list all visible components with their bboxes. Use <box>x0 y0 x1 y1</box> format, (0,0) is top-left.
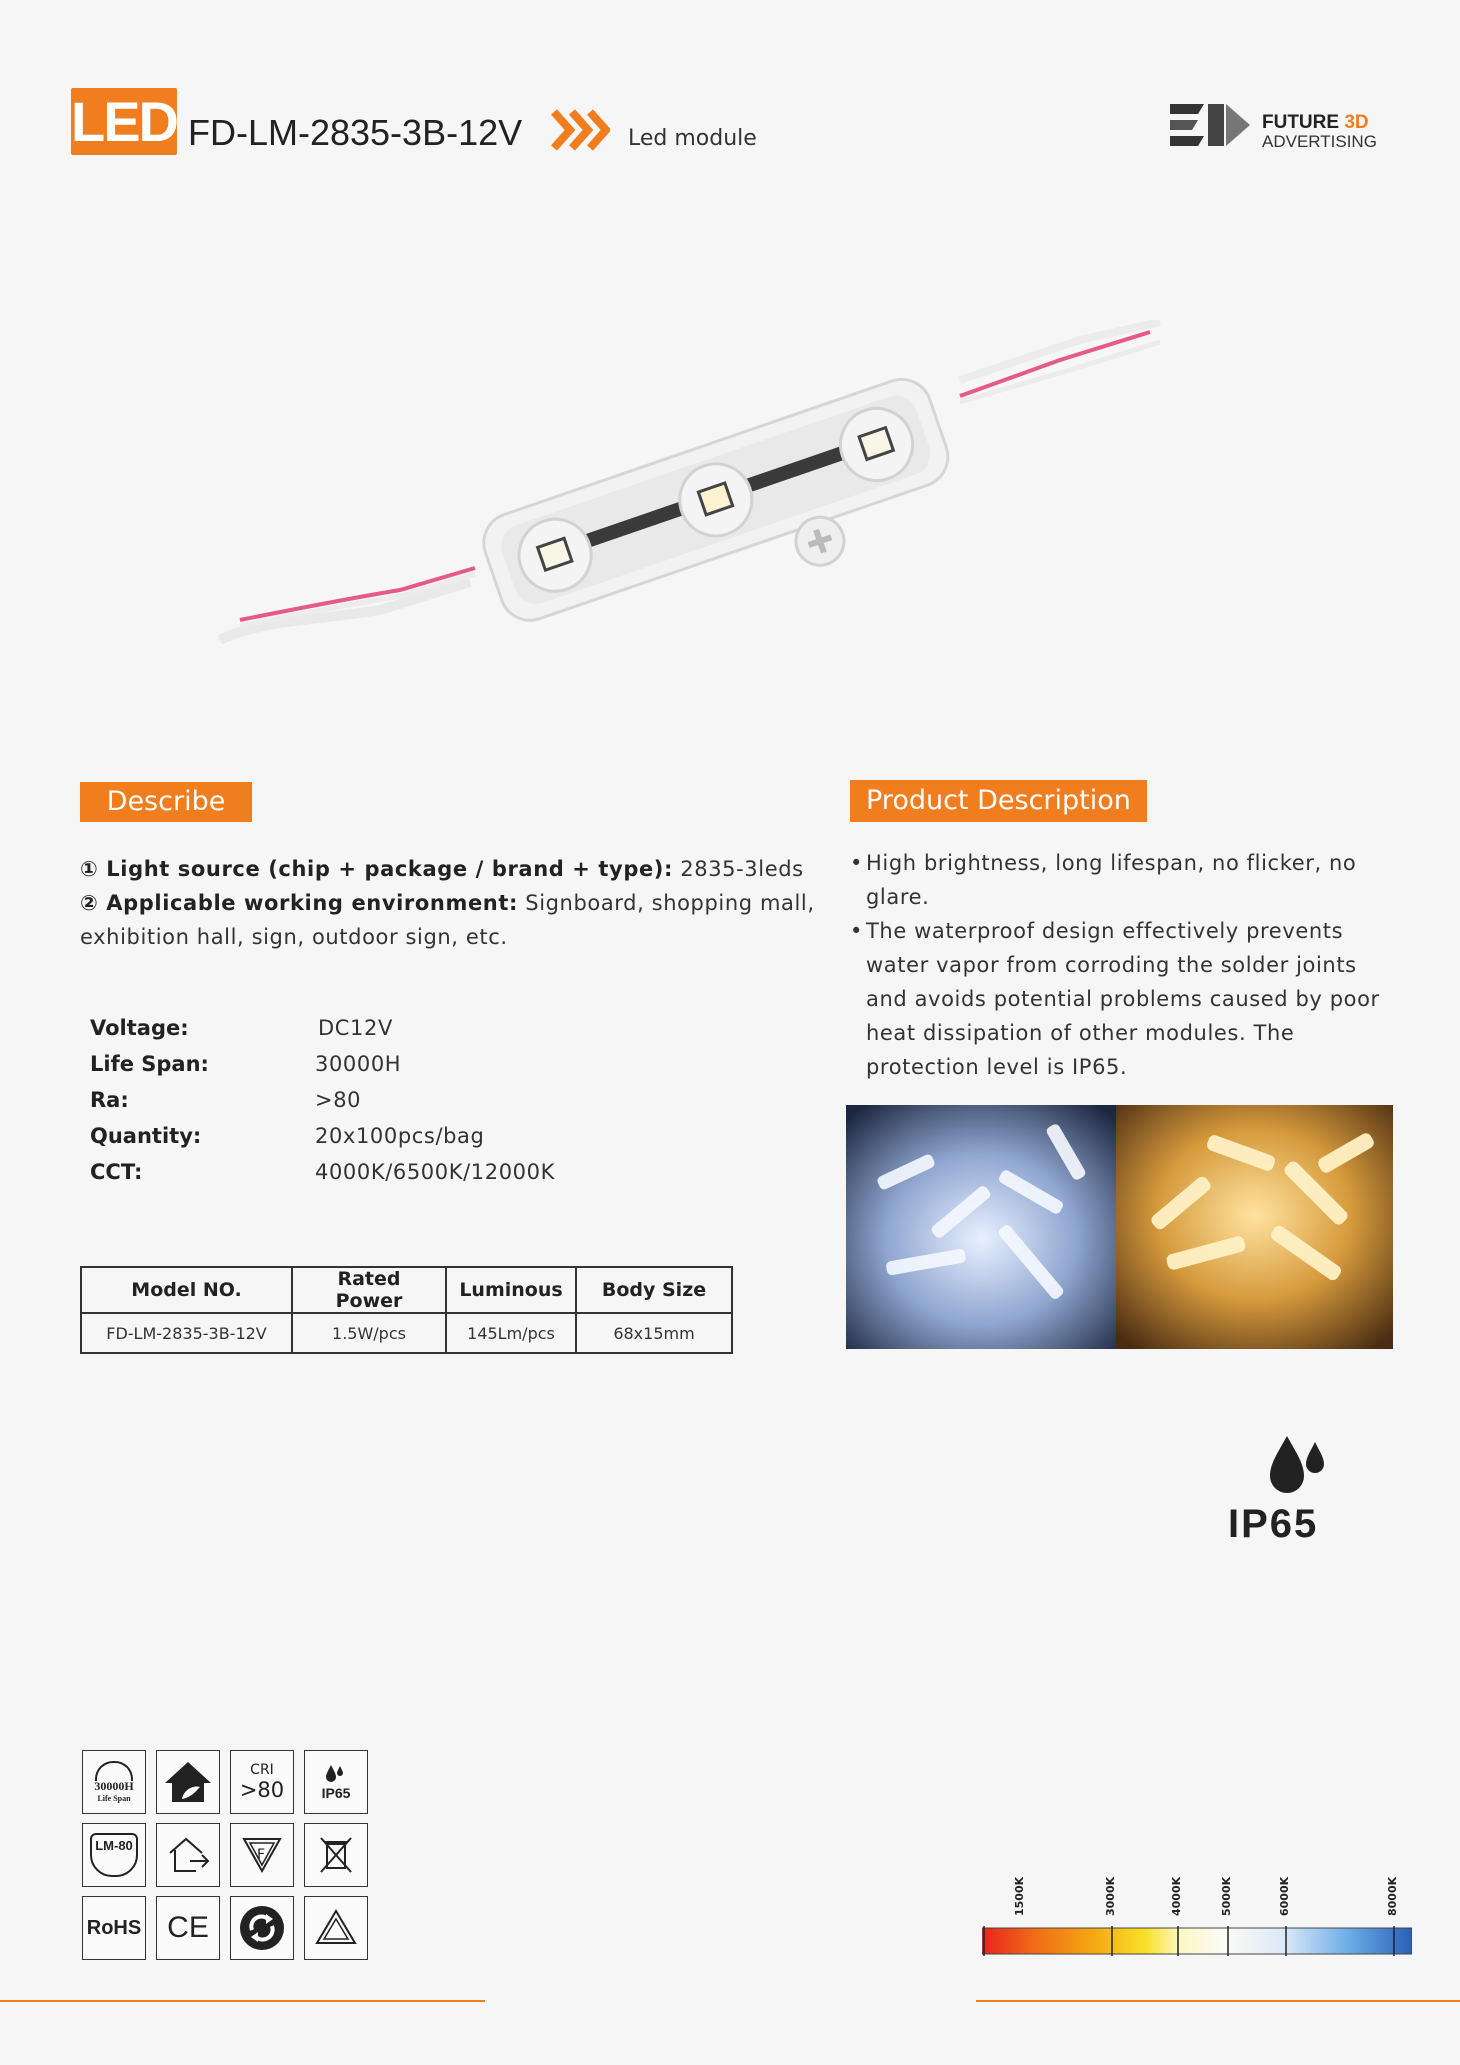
cct-color-bar <box>982 1926 1412 1956</box>
list-item: • High brightness, long lifespan, no flicker, no glare. <box>850 846 1390 914</box>
logo-text-line2: ADVERTISING <box>1262 132 1377 151</box>
model-table <box>80 1266 733 1354</box>
table-cell: 145Lm/pcs <box>446 1313 576 1353</box>
table-header: Model NO. <box>81 1267 292 1313</box>
subtitle: Led module <box>628 126 757 151</box>
spec-label-voltage: Voltage: <box>90 1016 189 1040</box>
ip65-label: IP65 <box>1228 1502 1319 1546</box>
spec-value-voltage: DC12V <box>318 1016 393 1040</box>
ip65-small-icon: IP65 <box>304 1750 368 1814</box>
lifespan-icon: 30000H Life Span <box>82 1750 146 1814</box>
spec-value-quantity: 20x100pcs/bag <box>315 1124 485 1148</box>
cct-tick-label: 1500K <box>1013 1876 1026 1916</box>
footer-line-left <box>0 2000 485 2002</box>
product-description-bullets <box>850 846 1390 1084</box>
indoor-house-icon <box>156 1750 220 1814</box>
lm80-icon: LM-80 <box>82 1823 146 1887</box>
product-description-heading: Product Description <box>850 780 1147 822</box>
table-row <box>81 1313 732 1353</box>
recycle-circle-icon <box>230 1896 294 1960</box>
chevron-arrows-icon <box>550 106 610 154</box>
cct-tick-label: 4000K <box>1170 1876 1183 1916</box>
spec-label-quantity: Quantity: <box>90 1124 202 1148</box>
future3d-logo-icon <box>1168 100 1252 150</box>
cct-tick-label: 3000K <box>1104 1876 1117 1916</box>
ce-icon: CE <box>156 1896 220 1960</box>
spec-label-ra: Ra: <box>90 1088 129 1112</box>
model-title: FD-LM-2835-3B-12V <box>188 112 523 153</box>
svg-text:F: F <box>257 1847 266 1863</box>
cct-tick-label: 8000K <box>1386 1876 1399 1916</box>
led-badge: LED <box>71 90 177 153</box>
rohs-icon: RoHS <box>82 1896 146 1960</box>
cct-tick-label: 5000K <box>1220 1876 1233 1916</box>
spec-value-cct: 4000K/6500K/12000K <box>315 1160 555 1184</box>
table-header-row <box>81 1267 732 1313</box>
table-header: Luminous <box>446 1267 576 1313</box>
recycle-triangle-icon <box>304 1896 368 1960</box>
weee-bin-icon <box>304 1823 368 1887</box>
f-mark-icon <box>230 1823 294 1887</box>
spec-label-lifespan: Life Span: <box>90 1052 209 1076</box>
table-cell: 68x15mm <box>576 1313 732 1353</box>
spec-label-cct: CCT: <box>90 1160 143 1184</box>
cct-tick-label: 6000K <box>1278 1876 1291 1916</box>
led-module-image <box>200 320 1180 660</box>
table-cell: 1.5W/pcs <box>292 1313 446 1353</box>
table-header: Rated Power <box>292 1267 446 1313</box>
footer-line-right <box>976 2000 1460 2002</box>
table-cell: FD-LM-2835-3B-12V <box>81 1313 292 1353</box>
list-item: • The waterproof design effectively prevents water vapor from corroding the solder joints and avoids potential problems caused by poor heat dissipation of other modules. The protection level is IP65. <box>850 914 1390 1084</box>
table-header: Body Size <box>576 1267 732 1313</box>
ip65-badge <box>1228 1432 1362 1546</box>
describe-heading: Describe <box>80 782 252 822</box>
spec-value-lifespan: 30000H <box>315 1052 402 1076</box>
describe-text: ① Light source (chip + package / brand + type): 2835-3leds ② Applicable working environment: Signboard, shopping mall, exhibition hall, sign, outdoor sign, etc. <box>80 857 815 949</box>
cri-icon: CRI >80 <box>230 1750 294 1814</box>
spec-value-ra: >80 <box>315 1088 362 1112</box>
logo-text-line1: FUTURE 3D <box>1262 112 1369 133</box>
lit-modules-photo <box>846 1105 1393 1349</box>
house-arrow-icon <box>156 1823 220 1887</box>
